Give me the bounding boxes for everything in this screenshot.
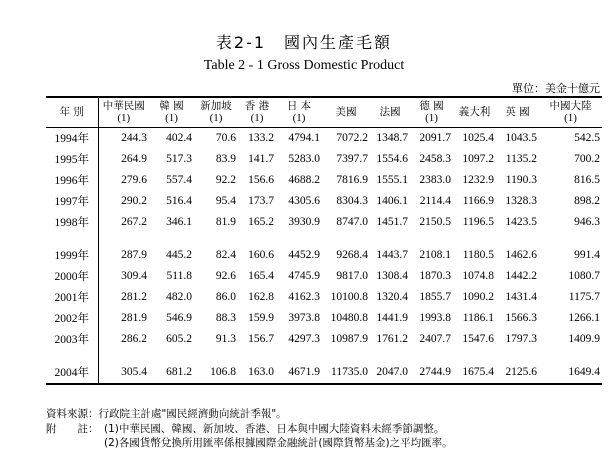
value-cell: 4162.3 bbox=[288, 291, 320, 303]
value-cell: 1043.5 bbox=[505, 132, 537, 144]
page-subtitle: Table 2 - 1 Gross Domestic Product bbox=[203, 58, 405, 73]
value-cell: 700.2 bbox=[574, 153, 600, 165]
column-header bbox=[194, 97, 238, 127]
column-header bbox=[539, 97, 602, 127]
value-cell: 346.1 bbox=[166, 216, 192, 228]
value-cell: 141.7 bbox=[248, 153, 274, 165]
value-cell: 1443.7 bbox=[376, 249, 408, 261]
value-cell: 1442.2 bbox=[505, 270, 537, 282]
value-cell: 1308.4 bbox=[376, 270, 408, 282]
table-row bbox=[46, 308, 602, 329]
table-row bbox=[46, 127, 602, 149]
table-row bbox=[46, 191, 602, 212]
value-cell: 83.9 bbox=[215, 153, 236, 165]
value-cell: 1431.4 bbox=[505, 291, 537, 303]
value-cell: 898.2 bbox=[574, 195, 600, 207]
year-cell: 1998年 bbox=[54, 217, 89, 229]
column-header-name: 日 本 bbox=[286, 100, 312, 113]
value-cell: 81.9 bbox=[215, 216, 236, 228]
value-cell: 95.4 bbox=[215, 195, 236, 207]
column-header-sub: (1) bbox=[209, 112, 223, 125]
value-cell: 7397.7 bbox=[336, 153, 368, 165]
value-cell: 517.3 bbox=[166, 153, 192, 165]
gdp-table bbox=[46, 96, 602, 385]
value-cell: 1232.9 bbox=[462, 174, 494, 186]
value-cell: 1074.8 bbox=[462, 270, 494, 282]
value-cell: 5283.0 bbox=[288, 153, 320, 165]
value-cell: 82.4 bbox=[215, 249, 236, 261]
value-cell: 1649.4 bbox=[539, 362, 602, 384]
table-row bbox=[46, 212, 602, 233]
value-cell: 482.0 bbox=[166, 291, 192, 303]
value-cell: 8304.3 bbox=[336, 195, 368, 207]
column-header-sub: (1) bbox=[425, 112, 438, 125]
table-row bbox=[46, 149, 602, 170]
table-row bbox=[46, 362, 602, 384]
column-header-name: 美國 bbox=[335, 106, 357, 119]
value-cell: 1797.3 bbox=[505, 333, 537, 345]
value-cell: 4745.9 bbox=[288, 270, 320, 282]
value-cell: 2407.7 bbox=[419, 333, 451, 345]
year-cell: 1997年 bbox=[54, 196, 89, 208]
value-cell: 1870.3 bbox=[419, 270, 451, 282]
value-cell: 156.7 bbox=[248, 333, 274, 345]
value-cell: 133.2 bbox=[248, 132, 274, 144]
value-cell: 1993.8 bbox=[419, 312, 451, 324]
footnote-2: (2)各國貨幣兌換所用匯率係根據國際金融統計(國際貨幣基金)之平均匯率。 bbox=[104, 437, 453, 449]
value-cell: 281.2 bbox=[98, 287, 149, 308]
column-header-name: 法國 bbox=[379, 106, 401, 119]
value-cell: 10100.8 bbox=[330, 291, 368, 303]
value-cell: 9817.0 bbox=[336, 270, 368, 282]
value-cell: 816.5 bbox=[574, 174, 600, 186]
value-cell: 2383.0 bbox=[419, 174, 451, 186]
unit-label: 單位：美金十億元 bbox=[512, 82, 600, 95]
table-body bbox=[46, 127, 602, 384]
value-cell: 287.9 bbox=[98, 245, 149, 266]
column-header-sub: (1) bbox=[564, 112, 577, 125]
value-cell: 305.4 bbox=[98, 362, 149, 384]
year-cell: 2000年 bbox=[54, 271, 89, 283]
value-cell: 511.8 bbox=[166, 270, 192, 282]
value-cell: 2458.3 bbox=[419, 153, 451, 165]
value-cell: 2108.1 bbox=[419, 249, 451, 261]
value-cell: 4794.1 bbox=[288, 132, 320, 144]
column-header bbox=[410, 97, 453, 127]
table-header bbox=[46, 97, 602, 127]
value-cell: 2150.5 bbox=[419, 216, 451, 228]
year-cell: 2002年 bbox=[54, 313, 89, 325]
value-cell: 1555.1 bbox=[376, 174, 408, 186]
value-cell: 165.2 bbox=[248, 216, 274, 228]
source-note: 資料來源：行政院主計處"國民經濟動向統計季報"。 bbox=[46, 408, 287, 420]
column-header-name: 韓 國 bbox=[159, 100, 184, 113]
column-header-sub: (1) bbox=[250, 112, 264, 125]
value-cell: 1406.1 bbox=[376, 195, 408, 207]
column-header-name: 中華民國 bbox=[102, 100, 145, 113]
value-cell: 173.7 bbox=[248, 195, 274, 207]
value-cell: 92.6 bbox=[215, 270, 236, 282]
value-cell: 1348.7 bbox=[376, 132, 408, 144]
value-cell: 681.2 bbox=[149, 362, 194, 384]
column-header bbox=[238, 97, 276, 127]
column-header-sub: (1) bbox=[292, 112, 306, 125]
spacer-row bbox=[46, 350, 602, 362]
value-cell: 946.3 bbox=[574, 216, 600, 228]
value-cell: 279.6 bbox=[98, 170, 149, 191]
value-cell: 1441.9 bbox=[376, 312, 408, 324]
value-cell: 159.9 bbox=[248, 312, 274, 324]
value-cell: 1328.3 bbox=[505, 195, 537, 207]
value-cell: 1025.4 bbox=[462, 132, 494, 144]
column-header-name: 新加坡 bbox=[200, 100, 232, 113]
value-cell: 1554.6 bbox=[376, 153, 408, 165]
table-row bbox=[46, 329, 602, 350]
year-cell: 1994年 bbox=[54, 133, 89, 145]
column-header bbox=[370, 97, 410, 127]
value-cell: 88.3 bbox=[215, 312, 236, 324]
column-header-sub: (1) bbox=[165, 112, 178, 125]
column-header-name: 香 港 bbox=[244, 100, 270, 113]
value-cell: 309.4 bbox=[98, 266, 149, 287]
value-cell: 542.5 bbox=[574, 132, 600, 144]
footnote-1 bbox=[46, 421, 444, 436]
value-cell: 1761.2 bbox=[376, 333, 408, 345]
value-cell: 4305.6 bbox=[288, 195, 320, 207]
column-header bbox=[276, 97, 322, 127]
value-cell: 1166.9 bbox=[462, 195, 494, 207]
year-cell: 2003年 bbox=[54, 334, 89, 346]
value-cell: 3973.8 bbox=[288, 312, 320, 324]
value-cell: 445.2 bbox=[166, 249, 192, 261]
value-cell: 106.8 bbox=[194, 362, 238, 384]
column-header-sub: (1) bbox=[117, 112, 131, 125]
value-cell: 7072.2 bbox=[336, 132, 368, 144]
value-cell: 1266.1 bbox=[568, 312, 600, 324]
value-cell: 165.4 bbox=[248, 270, 274, 282]
column-header-name: 英 國 bbox=[505, 106, 530, 119]
value-cell: 1097.2 bbox=[462, 153, 494, 165]
value-cell: 1409.9 bbox=[568, 333, 600, 345]
value-cell: 10987.9 bbox=[330, 333, 368, 345]
value-cell: 3930.9 bbox=[288, 216, 320, 228]
value-cell: 1675.4 bbox=[453, 362, 496, 384]
value-cell: 1855.7 bbox=[419, 291, 451, 303]
year-cell: 1996年 bbox=[54, 175, 89, 187]
value-cell: 7816.9 bbox=[336, 174, 368, 186]
value-cell: 605.2 bbox=[166, 333, 192, 345]
value-cell: 2125.6 bbox=[496, 362, 539, 384]
table-row bbox=[46, 170, 602, 191]
year-cell: 2001年 bbox=[54, 292, 89, 304]
value-cell: 1320.4 bbox=[376, 291, 408, 303]
value-cell: 516.4 bbox=[166, 195, 192, 207]
spacer-row bbox=[46, 233, 602, 245]
value-cell: 1566.3 bbox=[505, 312, 537, 324]
value-cell: 4297.3 bbox=[288, 333, 320, 345]
value-cell: 11735.0 bbox=[322, 362, 370, 384]
column-header bbox=[149, 97, 194, 127]
table-row bbox=[46, 245, 602, 266]
value-cell: 1451.7 bbox=[376, 216, 408, 228]
value-cell: 402.4 bbox=[166, 132, 192, 144]
value-cell: 1090.2 bbox=[462, 291, 494, 303]
value-cell: 1547.6 bbox=[462, 333, 494, 345]
table-row bbox=[46, 287, 602, 308]
value-cell: 92.2 bbox=[215, 174, 236, 186]
value-cell: 70.6 bbox=[215, 132, 236, 144]
value-cell: 4671.9 bbox=[276, 362, 322, 384]
value-cell: 163.0 bbox=[238, 362, 276, 384]
page-title: 表2-1 國內生產毛額 bbox=[215, 33, 393, 52]
column-header-name: 德 國 bbox=[419, 100, 444, 113]
year-cell: 1999年 bbox=[54, 250, 89, 262]
value-cell: 546.9 bbox=[166, 312, 192, 324]
column-header bbox=[496, 97, 539, 127]
year-cell: 1995年 bbox=[54, 154, 89, 166]
value-cell: 290.2 bbox=[98, 191, 149, 212]
value-cell: 1190.3 bbox=[505, 174, 537, 186]
value-cell: 1135.2 bbox=[505, 153, 537, 165]
column-header bbox=[453, 97, 496, 127]
column-header-name: 義大利 bbox=[458, 106, 491, 119]
value-cell: 10480.8 bbox=[330, 312, 368, 324]
value-cell: 8747.0 bbox=[336, 216, 368, 228]
value-cell: 4688.2 bbox=[288, 174, 320, 186]
value-cell: 244.3 bbox=[98, 127, 149, 149]
value-cell: 557.4 bbox=[166, 174, 192, 186]
column-header-year bbox=[46, 97, 98, 127]
value-cell: 1462.6 bbox=[505, 249, 537, 261]
value-cell: 1175.7 bbox=[568, 291, 600, 303]
footnote-lead: 附 註： bbox=[46, 423, 99, 435]
value-cell: 156.6 bbox=[248, 174, 274, 186]
value-cell: 160.6 bbox=[248, 249, 274, 261]
table-row bbox=[46, 266, 602, 287]
value-cell: 1423.5 bbox=[505, 216, 537, 228]
value-cell: 91.3 bbox=[215, 333, 236, 345]
value-cell: 2091.7 bbox=[419, 132, 451, 144]
value-cell: 286.2 bbox=[98, 329, 149, 350]
value-cell: 2047.0 bbox=[370, 362, 410, 384]
value-cell: 267.2 bbox=[98, 212, 149, 233]
value-cell: 1180.5 bbox=[462, 249, 494, 261]
column-header-name: 年 別 bbox=[59, 106, 84, 119]
value-cell: 86.0 bbox=[215, 291, 236, 303]
value-cell: 281.9 bbox=[98, 308, 149, 329]
value-cell: 1080.7 bbox=[568, 270, 600, 282]
column-header-name: 中國大陸 bbox=[549, 100, 592, 113]
value-cell: 9268.4 bbox=[336, 249, 368, 261]
year-cell: 2004年 bbox=[46, 362, 98, 384]
value-cell: 4452.9 bbox=[288, 249, 320, 261]
value-cell: 2114.4 bbox=[419, 195, 451, 207]
value-cell: 991.4 bbox=[574, 249, 600, 261]
footnote-1-text: (1)中華民國、韓國、新加坡、香港、日本與中國大陸資料未經季節調整。 bbox=[104, 423, 445, 435]
value-cell: 1196.5 bbox=[462, 216, 494, 228]
value-cell: 264.9 bbox=[98, 149, 149, 170]
column-header bbox=[322, 97, 370, 127]
value-cell: 2744.9 bbox=[410, 362, 453, 384]
column-header bbox=[98, 97, 149, 127]
value-cell: 1186.1 bbox=[462, 312, 494, 324]
value-cell: 162.8 bbox=[248, 291, 274, 303]
